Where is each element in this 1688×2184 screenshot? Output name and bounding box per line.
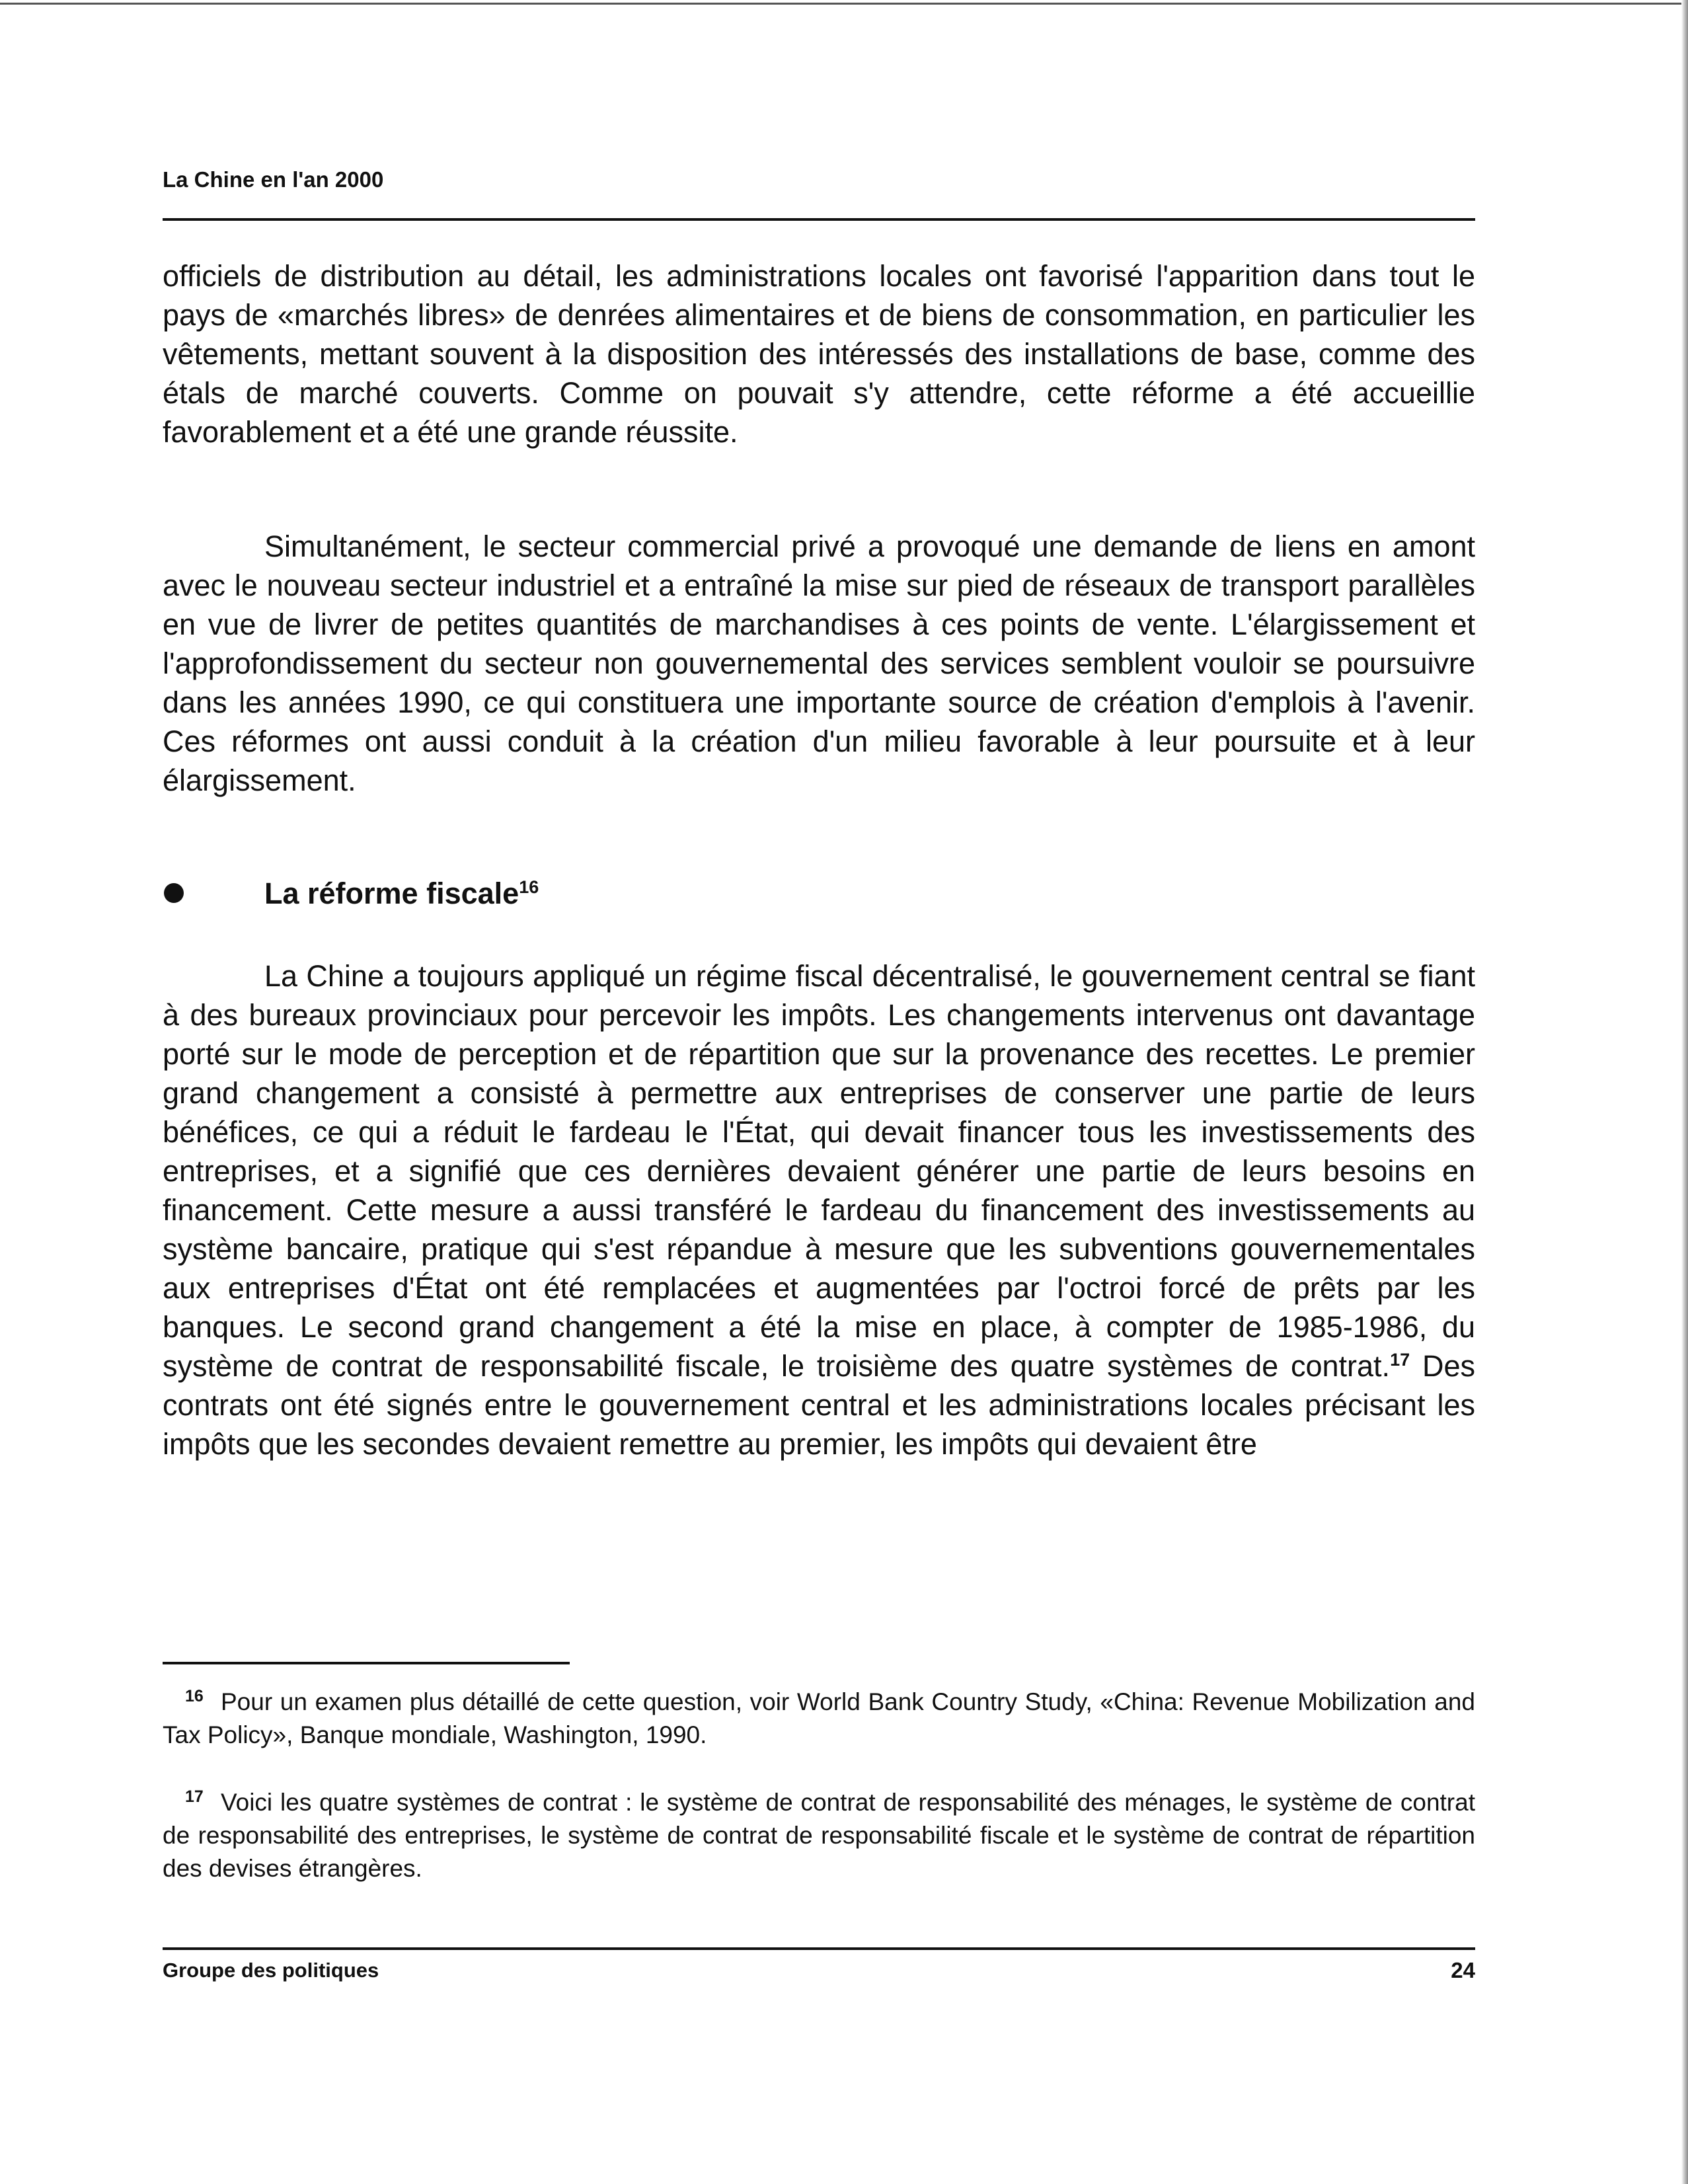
- footnote-separator-rule: [163, 1662, 570, 1664]
- page-number: 24: [1451, 1958, 1475, 1982]
- paragraph-fiscal-regime-part2: Des contrats ont été signés entre le gouvernement central et les administrations locales précisant les impôts que les secondes devaient remettre au premier, les impôts qui devaient être: [163, 1349, 1475, 1461]
- paragraph-fiscal-regime: [163, 956, 1475, 1463]
- scan-right-edge-shadow: [1681, 0, 1688, 2184]
- footer-organization: Groupe des politiques: [163, 1959, 379, 1982]
- running-header-title: La Chine en l'an 2000: [163, 167, 384, 192]
- paragraph-fiscal-regime-part1: La Chine a toujours appliqué un régime fiscal décentralisé, le gouvernement central se fiant à des bureaux provinciaux pour percevoir les impôts. Les changements intervenus ont davantage porté sur le mode de perception et de répartition que sur la provenance des recettes. Le premier grand changement a consisté à permettre aux entreprises de conserver une partie de leurs bénéfices, ce qui a réduit le fardeau le l'État, qui devait financer tous les investissements des entreprises, et a signifié que ces dernières devaient générer une partie de leurs besoins en financement. Cette mesure a aussi transféré le fardeau du financement des investissements au système bancaire, pratique qui s'est répandue à mesure que les subventions gouvernementales aux entreprises d'État ont été remplacées et augmentées par l'octroi forcé de prêts par les banques. Le second grand changement a été la mise en place, à compter de 1985-1986, du système de contrat de responsabilité fiscale, le troisième des quatre systèmes de contrat.: [163, 959, 1475, 1383]
- footnote-17-text: Voici les quatre systèmes de contrat : le système de contrat de responsabilité des ménages, le système de contrat de responsabilité des entreprises, le système de contrat de responsabilité fiscale et le système de contrat de répartition des devises étrangères.: [163, 1789, 1475, 1882]
- bullet-icon: [164, 883, 184, 903]
- paragraph-retail-markets: officiels de distribution au détail, les administrations locales ont favorisé l'apparition dans tout le pays de «marchés libres» de denrées alimentaires et de biens de consommation, en particulier les vêtements, mettant souvent à la disposition des intéressés des installations de base, comme des étals de marché couverts. Comme on pouvait s'y attendre, cette réforme a été accueillie favorablement et a été une grande réussite.: [163, 259, 1475, 449]
- footnote-ref-16: 16: [519, 877, 539, 897]
- section-heading-fiscal-reform: [163, 874, 1475, 915]
- footnote-16: 16 Pour un examen plus détaillé de cette question, voir World Bank Country Study, «China: Revenue Mobilization and Tax Policy», Banque mondiale, Washington, 1990.: [163, 1686, 1475, 1748]
- footnote-17: 17 Voici les quatre systèmes de contrat : le système de contrat de responsabilité des ménages, le système de contrat de responsabilité des entreprises, le système de contrat de responsabilité fiscale et le système de contrat de répartition des devises étrangères.: [163, 1787, 1475, 1882]
- section-heading-text: La réforme fiscale: [264, 877, 519, 910]
- footnote-16-text: Pour un examen plus détaillé de cette question, voir World Bank Country Study, «China: Revenue Mobilization and Tax Policy», Banque mondiale, Washington, 1990.: [163, 1688, 1475, 1748]
- header-rule: [163, 218, 1475, 221]
- paragraph-private-commerce: Simultanément, le secteur commercial privé a provoqué une demande de liens en amont avec le nouveau secteur industriel et a entraîné la mise sur pied de réseaux de transport parallèles en vue de livrer de petites quantités de marchandises à ces points de vente. L'élargissement et l'approfondissement du secteur non gouvernemental des services semblent vouloir se poursuivre dans les années 1990, ce qui constituera une importante source de création d'emplois à l'avenir. Ces réformes ont aussi conduit à la création d'un milieu favorable à leur poursuite et à leur élargissement.: [163, 529, 1475, 797]
- footer-rule: [163, 1947, 1475, 1950]
- footnote-ref-17: 17: [1390, 1350, 1410, 1370]
- scan-top-edge-line: [0, 3, 1688, 5]
- section-heading-label: [264, 874, 539, 913]
